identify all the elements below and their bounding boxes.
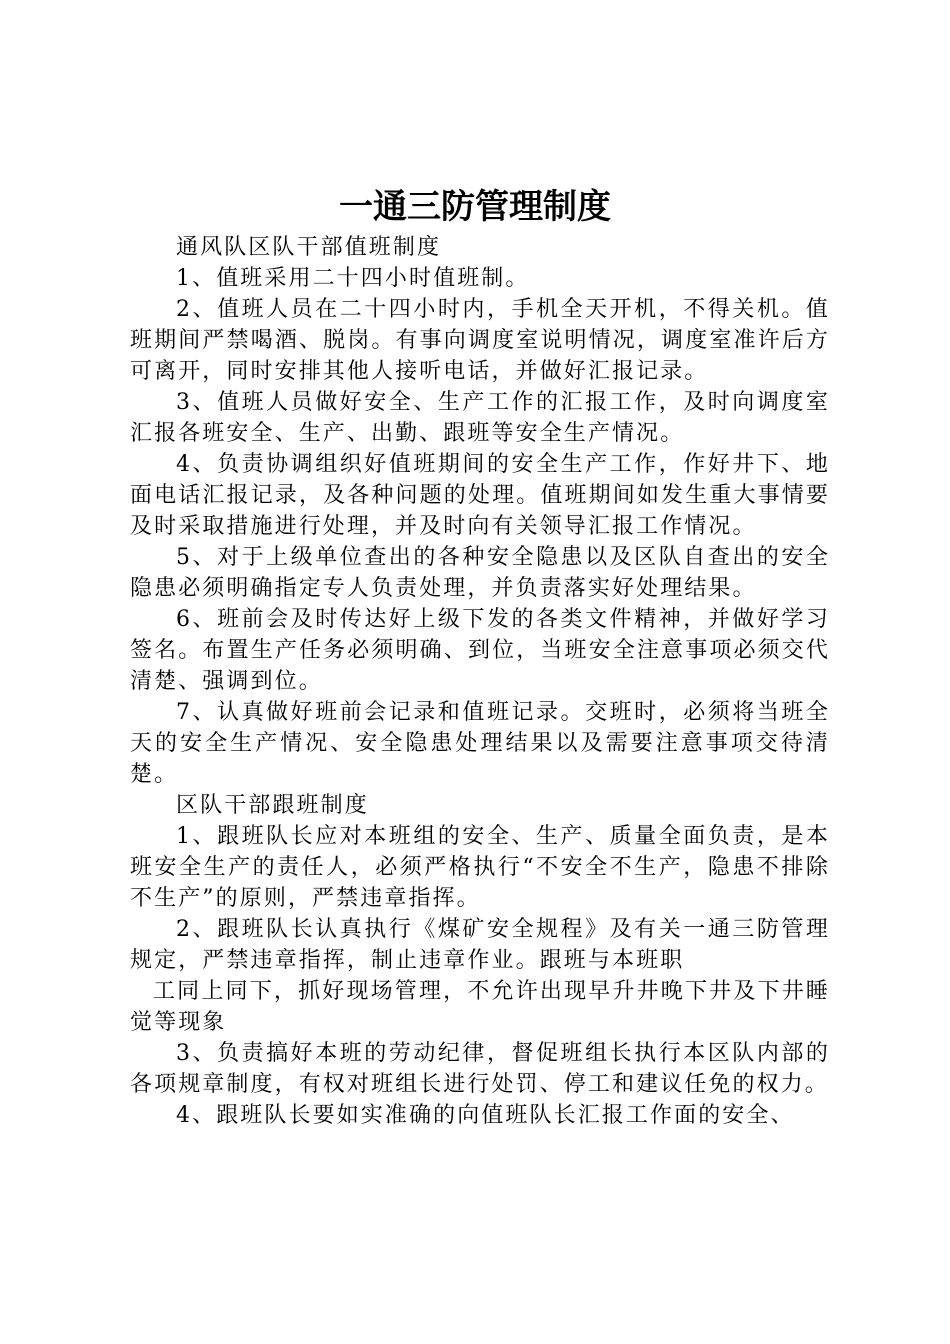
paragraph: 5、对于上级单位查出的各种安全隐患以及区队自查出的安全隐患必须明确指定专人负责处理，并负责落实好处理结果。: [130, 545, 830, 601]
paragraph: 1、跟班队长应对本班组的安全、生产、质量全面负责，是本班安全生产的责任人，必须严格执行“不安全不生产，隐患不排除不生产”的原则，严禁违章指挥。: [130, 824, 830, 911]
paragraph: 7、认真做好班前会记录和值班记录。交班时，必须将当班全天的安全生产情况、安全隐患处理结果以及需要注意事项交待清楚。: [130, 700, 830, 787]
paragraph: 2、值班人员在二十四小时内，手机全天开机，不得关机。值班期间严禁喝酒、脱岗。有事向调度室说明情况，调度室准许后方可离开，同时安排其他人接听电话，并做好汇报记录。: [130, 297, 830, 384]
section-heading-shift: 区队干部跟班制度: [176, 793, 369, 818]
paragraph: 6、班前会及时传达好上级下发的各类文件精神，并做好学习签名。布置生产任务必须明确、到位，当班安全注意事项必须交代清楚、强调到位。: [130, 607, 830, 694]
paragraph: 3、负责搞好本班的劳动纪律，督促班组长执行本区队内部的各项规章制度，有权对班组长进行处罚、停工和建议任免的权力。: [130, 1041, 830, 1097]
section-heading-duty: 通风队区队干部值班制度: [176, 235, 442, 260]
paragraph: 2、跟班队长认真执行《煤矿安全规程》及有关一通三防管理规定，严禁违章指挥，制止违章作业。跟班与本班职: [130, 917, 830, 973]
document-title: 一通三防管理制度: [339, 187, 611, 227]
paragraph: 3、值班人员做好安全、生产工作的汇报工作，及时向调度室汇报各班安全、生产、出勤、跟班等安全生产情况。: [130, 390, 830, 446]
document-body: [130, 232, 830, 1131]
paragraph: 4、跟班队长要如实准确的向值班队长汇报工作面的安全、: [176, 1103, 795, 1128]
paragraph: 1、值班采用二十四小时值班制。: [176, 266, 530, 291]
paragraph-continuation: 工同上同下，抓好现场管理，不允许出现早升井晚下井及下井睡觉等现象: [130, 979, 830, 1035]
paragraph: 4、负责协调组织好值班期间的安全生产工作，作好井下、地面电话汇报记录，及各种问题的处理。值班期间如发生重大事情要及时采取措施进行处理，并及时向有关领导汇报工作情况。: [130, 452, 830, 539]
